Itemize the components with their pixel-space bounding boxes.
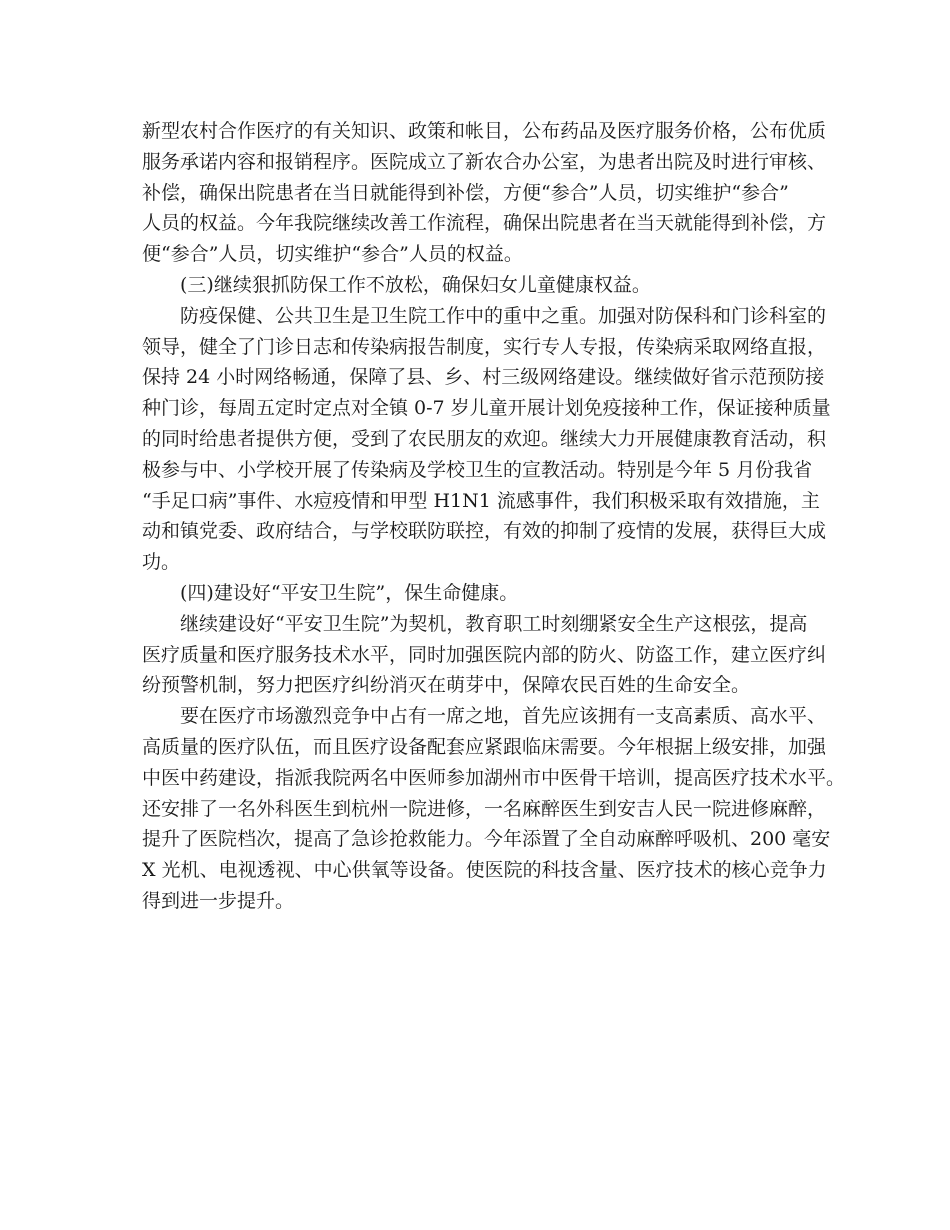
- section-heading: (三)继续狠抓防保工作不放松，确保妇女儿童健康权益。: [180, 273, 651, 296]
- text-line: 防疫保健、公共卫生是卫生院工作中的重中之重。加强对防保科和门诊科室的: [180, 304, 827, 327]
- text-line: X 光机、电视透视、中心供氧等设备。使医院的科技含量、医疗技术的核心竞争力: [142, 859, 827, 882]
- text-line: 补偿，确保出院患者在当日就能得到补偿，方便“参合”人员，切实维护“参合”: [142, 181, 789, 204]
- text-line: 新型农村合作医疗的有关知识、政策和帐目，公布药品及医疗服务价格，公布优质: [142, 120, 827, 142]
- text-line: 医疗质量和医疗服务技术水平，同时加强医院内部的防火、防盗工作，建立医疗纠: [142, 643, 827, 666]
- text-line: 极参与中、小学校开展了传染病及学校卫生的宣教活动。特别是今年 5 月份我省: [142, 458, 813, 481]
- text-line: 要在医疗市场激烈竞争中占有一席之地，首先应该拥有一支高素质、高水平、: [180, 705, 827, 728]
- text-line: 纷预警机制，努力把医疗纠纷消灭在萌芽中，保障农民百姓的生命安全。: [142, 674, 751, 697]
- text-line: 得到进一步提升。: [142, 889, 295, 912]
- text-line: 提升了医院档次，提高了急诊抢救能力。今年添置了全自动麻醉呼吸机、200 毫安: [142, 828, 831, 851]
- text-line: 保持 24 小时网络畅通，保障了县、乡、村三级网络建设。继续做好省示范预防接: [142, 366, 825, 389]
- section-heading: (四)建设好“平安卫生院”，保生命健康。: [180, 581, 519, 604]
- text-line: 继续建设好“平安卫生院”为契机，教育职工时刻绷紧安全生产这根弦，提高: [180, 612, 808, 635]
- text-line: 动和镇党委、政府结合，与学校联防联控，有效的抑制了疫情的发展，获得巨大成: [142, 520, 827, 543]
- body-text: [142, 116, 846, 917]
- text-line: 还安排了一名外科医生到杭州一院进修，一名麻醉医生到安吉人民一院进修麻醉，: [142, 797, 827, 820]
- text-line: 领导，健全了门诊日志和传染病报告制度，实行专人专报，传染病采取网络直报，: [142, 335, 827, 358]
- text-line: “手足口病”事件、水痘疫情和甲型 H1N1 流感事件，我们积极采取有效措施，主: [142, 489, 820, 512]
- text-line: 高质量的医疗队伍，而且医疗设备配套应紧跟临床需要。今年根据上级安排，加强: [142, 735, 827, 758]
- text-line: 功。: [142, 551, 181, 574]
- text-line: 服务承诺内容和报销程序。医院成立了新农合办公室，为患者出院及时进行审核、: [142, 150, 827, 173]
- text-line: 的同时给患者提供方便，受到了农民朋友的欢迎。继续大力开展健康教育活动，积: [142, 427, 827, 450]
- text-line: 人员的权益。今年我院继续改善工作流程，确保出院患者在当天就能得到补偿，方: [142, 212, 827, 235]
- text-line: 中医中药建设，指派我院两名中医师参加湖州市中医骨干培训，提高医疗技术水平。: [142, 766, 846, 789]
- text-line: 便“参合”人员，切实维护“参合”人员的权益。: [142, 243, 523, 266]
- text-line: 种门诊，每周五定时定点对全镇 0-7 岁儿童开展计划免疫接种工作，保证接种质量: [142, 397, 831, 420]
